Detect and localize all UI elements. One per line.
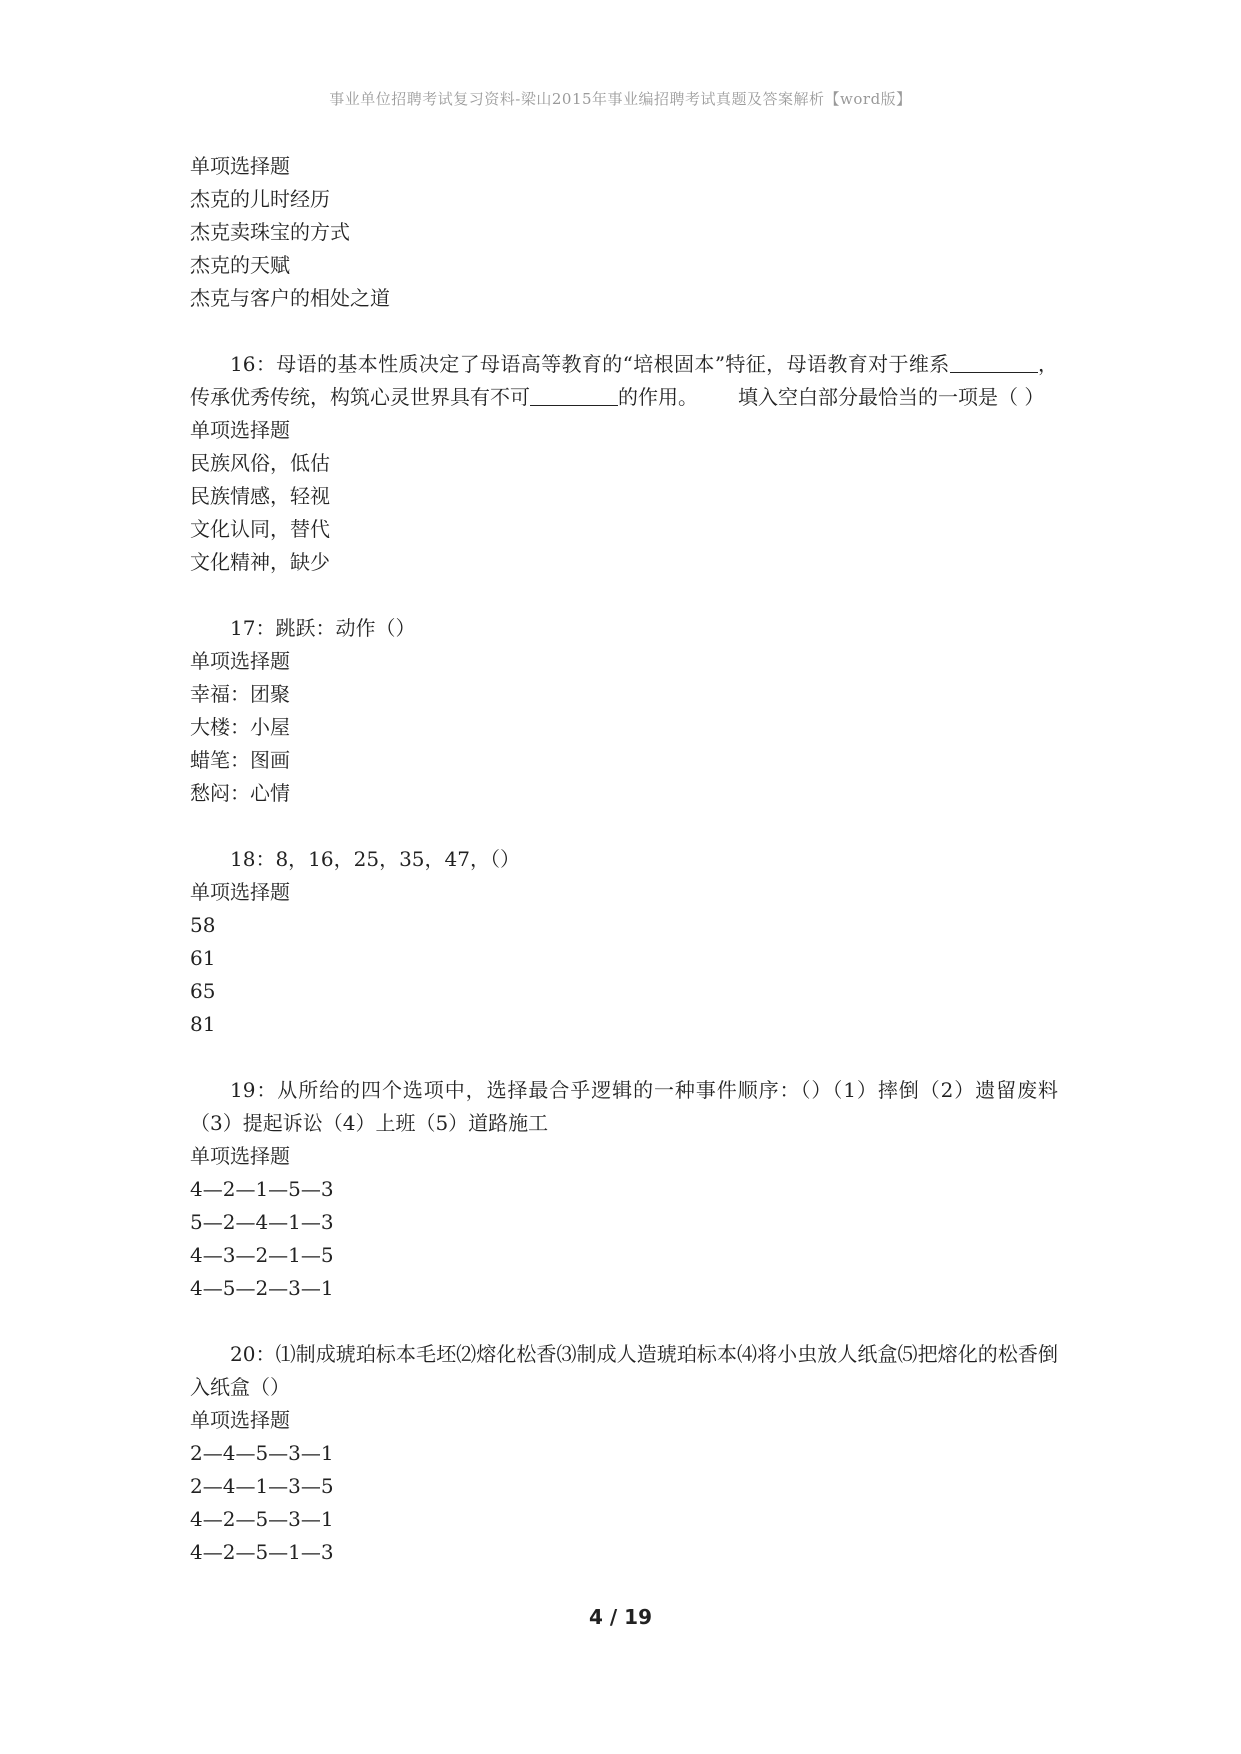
- option-b: 大楼：小屋: [190, 715, 290, 739]
- option-d: 4—5—2—3—1: [190, 1276, 334, 1300]
- question-block-17: [190, 612, 1058, 810]
- option-b: 杰克卖珠宝的方式: [190, 220, 350, 244]
- option-c: 杰克的天赋: [190, 253, 290, 277]
- option-d: 杰克与客户的相处之道: [190, 286, 390, 310]
- question-type-label: 单项选择题: [190, 154, 290, 178]
- option-d: 文化精神，缺少: [190, 550, 330, 574]
- option-d: 81: [190, 1012, 216, 1036]
- option-b: 5—2—4—1—3: [190, 1210, 334, 1234]
- question-stem: 17：跳跃：动作（）: [230, 616, 416, 640]
- option-c: 蜡笔：图画: [190, 748, 290, 772]
- option-c: 文化认同，替代: [190, 517, 330, 541]
- question-stem: 20：⑴制成琥珀标本毛坯⑵熔化松香⑶制成人造琥珀标本⑷将小虫放人纸盒⑸把熔化的松香倒入纸盒（）: [190, 1342, 1058, 1399]
- option-b: 2—4—1—3—5: [190, 1474, 334, 1498]
- question-block-18: [190, 843, 1058, 1041]
- option-b: 61: [190, 946, 216, 970]
- option-a: 4—2—1—5—3: [190, 1177, 334, 1201]
- page-header: 事业单位招聘考试复习资料-梁山2015年事业编招聘考试真题及答案解析【word版】: [329, 90, 912, 108]
- option-c: 4—2—5—3—1: [190, 1507, 334, 1531]
- question-block-19: [190, 1074, 1058, 1305]
- stem-part-1: 16：母语的基本性质决定了母语高等教育的“培根固本”特征，母语教育对于维系: [230, 352, 950, 376]
- fill-blank-2: [530, 385, 618, 406]
- question-type-label: 单项选择题: [190, 418, 290, 442]
- question-type-label: 单项选择题: [190, 1408, 290, 1432]
- option-b: 民族情感，轻视: [190, 484, 330, 508]
- question-stem: 18：8，16，25，35，47，（）: [230, 847, 520, 871]
- option-d: 4—2—5—1—3: [190, 1540, 334, 1564]
- option-a: 幸福：团聚: [190, 682, 290, 706]
- option-d: 愁闷：心情: [190, 781, 290, 805]
- question-block-20: [190, 1338, 1058, 1569]
- question-type-label: 单项选择题: [190, 1144, 290, 1168]
- option-a: 58: [190, 913, 216, 937]
- stem-part-3: 的作用。: [618, 385, 698, 409]
- question-type-label: 单项选择题: [190, 880, 290, 904]
- option-a: 杰克的儿时经历: [190, 187, 330, 211]
- question-stem: 19：从所给的四个选项中，选择最合乎逻辑的一种事件顺序：（）（1）摔倒（2）遗留废料（3）提起诉讼（4）上班（5）道路施工: [190, 1078, 1058, 1135]
- fill-blank-1: [950, 352, 1038, 373]
- question-block-15: [190, 150, 1058, 315]
- question-stem: [190, 348, 1058, 414]
- option-a: 民族风俗，低估: [190, 451, 330, 475]
- question-type-label: 单项选择题: [190, 649, 290, 673]
- option-a: 2—4—5—3—1: [190, 1441, 334, 1465]
- question-block-16: [190, 348, 1058, 579]
- page-number: 4 / 19: [589, 1605, 652, 1629]
- option-c: 65: [190, 979, 216, 1003]
- stem-part-4: 填入空白部分最恰当的一项是（ ）: [738, 385, 1045, 409]
- page-content: [190, 150, 1058, 1602]
- option-c: 4—3—2—1—5: [190, 1243, 334, 1267]
- stem-part-2: ，传承优秀传统，构筑心灵世界具有不可: [190, 352, 1059, 409]
